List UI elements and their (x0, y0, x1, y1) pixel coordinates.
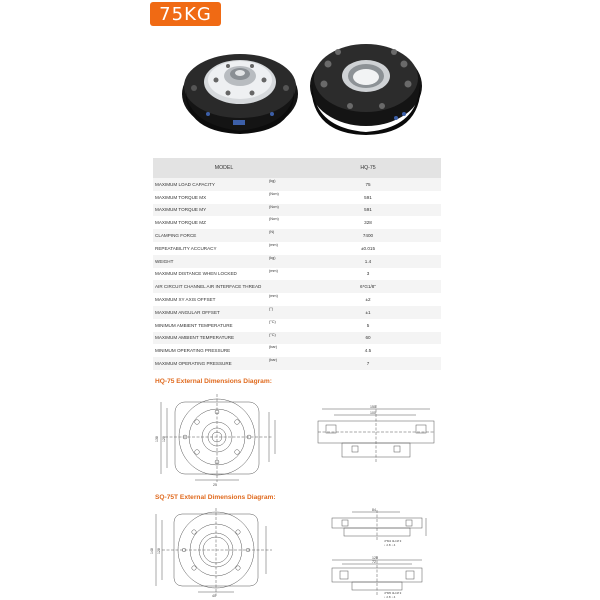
dim-128-b: 128 (157, 548, 161, 554)
spec-row (153, 255, 441, 268)
tool-changer-tool-photo (310, 44, 422, 135)
spec-row (153, 178, 441, 191)
spec-unit: (mm) (267, 293, 295, 306)
dim-120: 120 (372, 556, 378, 560)
spec-value: 591 (295, 191, 441, 204)
sq75t-top-view-drawing (148, 506, 283, 598)
specification-table (153, 158, 441, 370)
spec-row (153, 344, 441, 357)
spec-row (153, 306, 441, 319)
spec-row (153, 357, 441, 370)
spec-label: MINIMUM AMBIENT TEMPERATURE (153, 319, 267, 332)
spec-row (153, 293, 441, 306)
spec-label: MAXIMUM OPERATING PRESSURE (153, 357, 267, 370)
header-model: MODEL (153, 158, 295, 178)
dim-150: 150 (370, 405, 376, 409)
spec-label: WEIGHT (153, 255, 267, 268)
dim-84: 84 (372, 508, 376, 512)
section-title-sq75t: SQ-75T External Dimensions Diagram: (155, 494, 276, 501)
header-model-name: HQ-75 (295, 158, 441, 178)
spec-row (153, 280, 441, 293)
spec-row (153, 268, 441, 281)
spec-unit: (mm) (267, 242, 295, 255)
spec-unit: (°C) (267, 332, 295, 345)
spec-unit: (N•m) (267, 216, 295, 229)
spec-label: MAXIMUM TORQUE MZ (153, 216, 267, 229)
spec-label: CLAMPING FORCE (153, 229, 267, 242)
spec-value: 4.5 (295, 344, 441, 357)
spec-value: 7 (295, 357, 441, 370)
product-photos (178, 36, 428, 136)
note-depth-1: ↓ 2.8 ↓ 4 (384, 543, 396, 547)
sq75t-side-view-drawing (322, 508, 442, 598)
spec-unit: (N•m) (267, 204, 295, 217)
note-depth-2: ↓ 2.8 ↓ 4 (384, 595, 396, 598)
hq75-side-view-drawing (312, 405, 442, 465)
spec-unit: (kg) (267, 255, 295, 268)
spec-label: MAXIMUM XY AXIS OFFSET (153, 293, 267, 306)
tool-changer-master-photo (182, 54, 298, 134)
section-title-hq75: HQ-75 External Dimensions Diagram: (155, 378, 272, 385)
spec-row (153, 242, 441, 255)
spec-value: 6*G1/8" (295, 280, 441, 293)
spec-row (153, 229, 441, 242)
spec-value: 60 (295, 332, 441, 345)
spec-label: REPEATABILITY ACCURACY (153, 242, 267, 255)
dim-128: 128 (162, 436, 166, 442)
spec-value: 3 (295, 268, 441, 281)
spec-unit: (bar) (267, 357, 295, 370)
dim-72: 72 (372, 560, 376, 564)
spec-label: AIR CIRCUIT CHANNEL AIR INTERFACE THREAD (153, 280, 267, 293)
note-thread-2: 4*M5 4H Ø 3 (384, 591, 402, 595)
spec-row (153, 191, 441, 204)
spec-unit: (°C) (267, 319, 295, 332)
spec-label: MAXIMUM ANGULAR OFFSET (153, 306, 267, 319)
spec-unit: (kg) (267, 178, 295, 191)
spec-value: 591 (295, 204, 441, 217)
spec-value: ±2 (295, 293, 441, 306)
spec-label: MINIMUM OPERATING PRESSURE (153, 344, 267, 357)
spec-value: 328 (295, 216, 441, 229)
spec-label: MAXIMUM TORQUE MY (153, 204, 267, 217)
spec-label: MAXIMUM TORQUE MX (153, 191, 267, 204)
hq75-top-view-drawing (155, 392, 290, 487)
table-header-row (153, 158, 441, 178)
spec-row (153, 216, 441, 229)
spec-value: 1.4 (295, 255, 441, 268)
dim-40: 40 (212, 594, 216, 598)
spec-label: MAXIMUM AMBIENT TEMPERATURE (153, 332, 267, 345)
spec-value: ±0.015 (295, 242, 441, 255)
dim-100: 100 (370, 411, 376, 415)
spec-unit: (bar) (267, 344, 295, 357)
note-thread-1: 4*M4 4H Ø 3 (384, 539, 402, 543)
spec-label: MAXIMUM DISTANCE WHEN LOCKED (153, 268, 267, 281)
spec-value: ±1 (295, 306, 441, 319)
spec-row (153, 319, 441, 332)
spec-unit: (N) (267, 229, 295, 242)
spec-value: 7400 (295, 229, 441, 242)
spec-unit: (°) (267, 306, 295, 319)
spec-value: 75 (295, 178, 441, 191)
spec-label: MAXIMUM LOAD CAPACITY (153, 178, 267, 191)
spec-row (153, 204, 441, 217)
weight-badge: 75KG (150, 2, 221, 26)
dim-25: 25 (213, 483, 217, 487)
spec-unit: (N•m) (267, 191, 295, 204)
dim-148: 148 (150, 548, 154, 554)
spec-unit: (mm) (267, 268, 295, 281)
spec-unit (267, 280, 295, 293)
spec-row (153, 332, 441, 345)
dim-138: 138 (155, 436, 159, 442)
spec-value: 5 (295, 319, 441, 332)
